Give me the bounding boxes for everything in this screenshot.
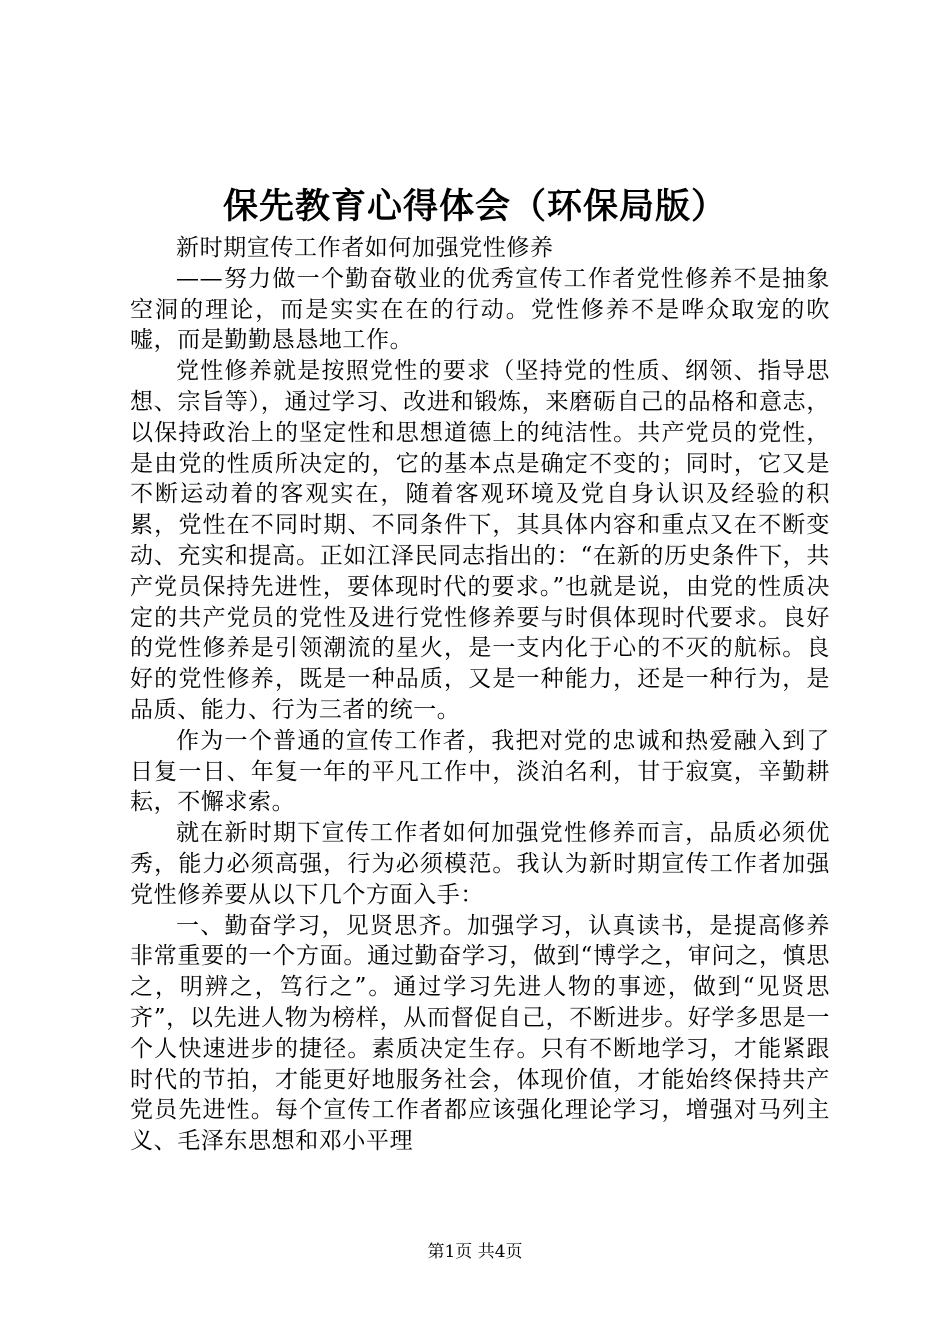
- paragraph-personal: 作为一个普通的宣传工作者，我把对党的忠诚和热爱融入到了日复一日、年复一年的平凡工作中，淡泊名利，甘于寂寞，辛勤耕耘，不懈求索。: [130, 727, 830, 816]
- paragraph-party-spirit: 党性修养就是按照党性的要求（坚持党的性质、纲领、指导思想、宗旨等），通过学习、改进和锻炼，来磨砺自己的品格和意志，以保持政治上的坚定性和思想道德上的纯洁性。共产党员的党性，是由党的性质所决定的，它的基本点是确定不变的；同时，它又是不断运动着的客观实在，随着客观环境及党自身认识及经验的积累，党性在不同时期、不同条件下，其具体内容和重点又在不断变动、充实和提高。正如江泽民同志指出的：“在新的历史条件下，共产党员保持先进性，要体现时代的要求。”也就是说，由党的性质决定的共产党员的党性及进行党性修养要与时俱体现时代要求。良好的党性修养是引领潮流的星火，是一支内化于心的不灭的航标。良好的党性修养，既是一种品质，又是一种能力，还是一种行为，是品质、能力、行为三者的统一。: [130, 358, 830, 723]
- document-title: 保先教育心得体会（环保局版）: [222, 186, 727, 227]
- page-footer: 第1页 共4页: [427, 1242, 523, 1262]
- paragraph-point-one: 一、勤奋学习，见贤思齐。加强学习，认真读书，是提高修养非常重要的一个方面。通过勤奋学习，做到“博学之，审问之，慎思之，明辨之，笃行之”。通过学习先进人物的事迹，做到“见贤思齐”，以先进人物为榜样，从而督促自己，不断进步。好学多思是一个人快速进步的捷径。素质决定生存。只有不断地学习，才能紧跟时代的节拍，才能更好地服务社会，体现价值，才能始终保持共产党员先进性。每个宣传工作者都应该强化理论学习，增强对马列主义、毛泽东思想和邓小平理: [130, 912, 830, 1155]
- paragraph-subtitle: 新时期宣传工作者如何加强党性修养: [176, 235, 554, 261]
- paragraph-approach: 就在新时期下宣传工作者如何加强党性修养而言，品质必须优秀，能力必须高强，行为必须模范。我认为新时期宣传工作者加强党性修养要从以下几个方面入手：: [130, 820, 830, 908]
- document-body: [130, 233, 830, 1157]
- paragraph-intro: ——努力做一个勤奋敬业的优秀宣传工作者党性修养不是抽象空洞的理论，而是实实在在的行动。党性修养不是哗众取宠的吹嘘，而是勤勤恳恳地工作。: [130, 265, 830, 354]
